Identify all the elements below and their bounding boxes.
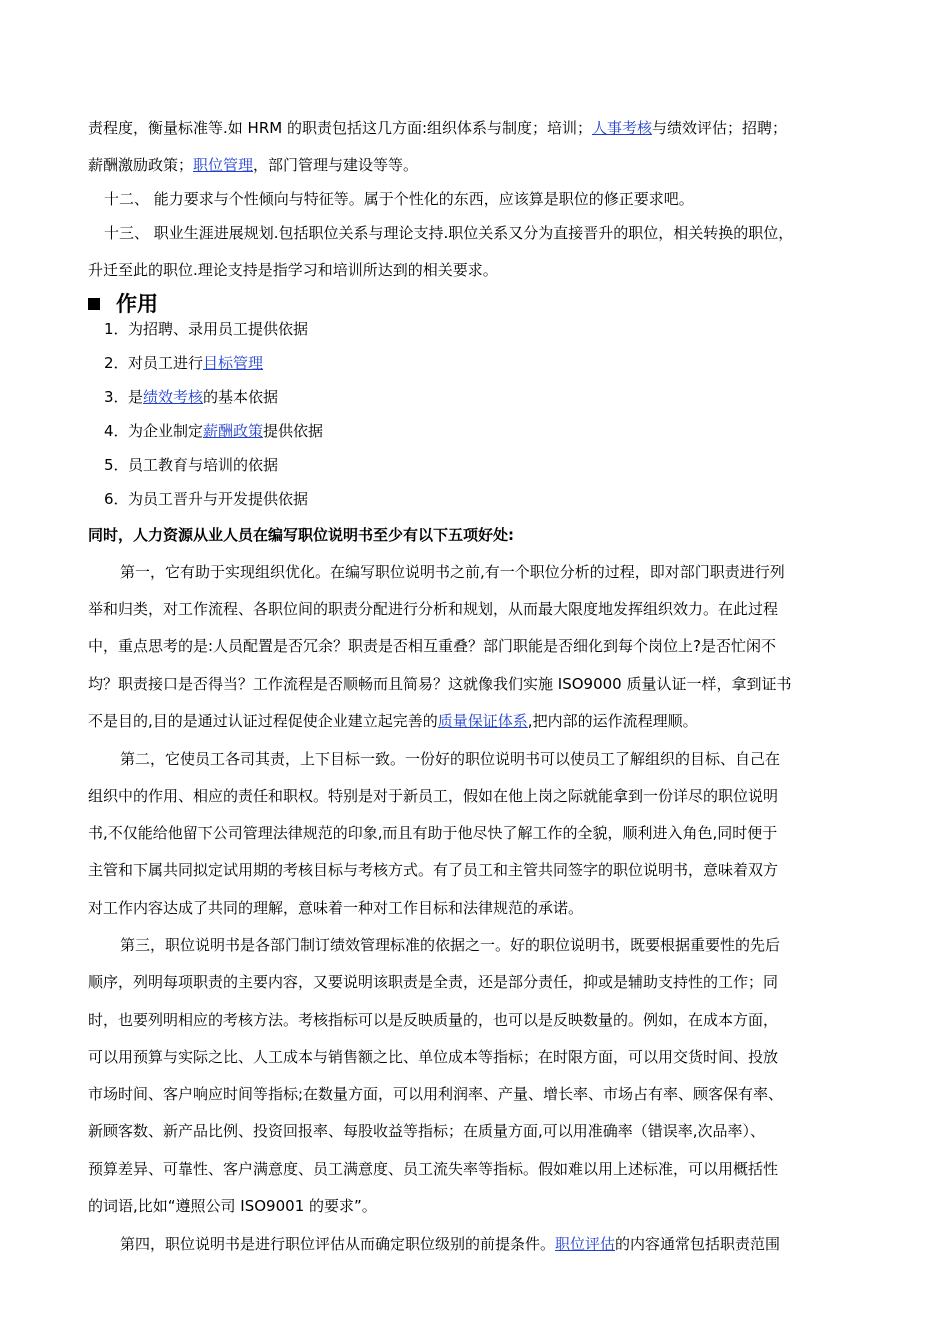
p4-line [120, 1234, 780, 1254]
text-span: 责程度，衡量标准等.如 HRM 的职责包括这几方面:组织体系与制度；培训； [88, 119, 593, 137]
item-twelve: 十二、 能力要求与个性倾向与特征等。属于个性化的东西，应该算是职位的修正要求吧。 [104, 190, 694, 208]
p3-line: 的词语,比如“遵照公司 ISO9001 的要求”。 [88, 1197, 377, 1215]
text-span: 与绩效评估；招聘； [652, 119, 788, 137]
list-item [104, 387, 278, 407]
p2-line: 主管和下属共同拟定试用期的考核目标与考核方式。有了员工和主管共同签字的职位说明书，意味着双方 [88, 861, 779, 879]
list-text: 是 [128, 388, 144, 406]
link-goal-management[interactable]: 目标管理 [203, 354, 264, 372]
p1-line [88, 711, 698, 731]
benefits-heading: 同时，人力资源从业人员在编写职位说明书至少有以下五项好处: [88, 526, 515, 544]
list-item [104, 319, 308, 339]
p3-line: 第三，职位说明书是各部门制订绩效管理标准的依据之一。好的职位说明书，既要根据重要性的先后 [120, 936, 781, 954]
text-span: 第四，职位说明书是进行职位评估从而确定职位级别的前提条件。 [120, 1235, 556, 1253]
text-span: 不是目的,目的是通过认证过程促使企业建立起完善的 [88, 712, 438, 730]
list-item [104, 455, 278, 475]
p2-line: 组织中的作用、相应的责任和职权。特别是对于新员工，假如在他上岗之际就能拿到一份详尽的职位说明 [88, 787, 779, 805]
p3-line: 预算差异、可靠性、客户满意度、员工满意度、员工流失率等指标。假如难以用上述标准，可以用概括性 [88, 1160, 779, 1178]
item-thirteen-line-2: 升迁至此的职位.理论支持是指学习和培训所达到的相关要求。 [88, 261, 498, 279]
list-number: 3． [104, 388, 129, 406]
text-span: ,把内部的运作流程理顺。 [527, 712, 698, 730]
p3-line: 新顾客数、新产品比例、投资回报率、每股收益等指标；在质量方面,可以用准确率（错误率,次品率）、 [88, 1122, 766, 1140]
link-quality-assurance-system[interactable]: 质量保证体系 [437, 712, 528, 730]
list-item [104, 353, 263, 373]
list-number: 6． [104, 490, 129, 508]
p2-line: 对工作内容达成了共同的理解，意味着一种对工作目标和法律规范的承诺。 [88, 899, 584, 917]
link-performance-assessment[interactable]: 绩效考核 [143, 388, 204, 406]
list-number: 2． [104, 354, 129, 372]
section-heading [88, 291, 158, 317]
text-span: ，部门管理与建设等等。 [253, 156, 419, 174]
list-number: 4． [104, 422, 129, 440]
list-text: 的基本依据 [203, 388, 279, 406]
p3-line: 可以用预算与实际之比、人工成本与销售额之比、单位成本等指标；在时限方面，可以用交货时间、投放 [88, 1048, 779, 1066]
item-thirteen-line-1: 十三、 职业生涯进展规划.包括职位关系与理论支持.职位关系又分为直接晋升的职位，相关转换的职位， [104, 224, 794, 242]
list-text: 为企业制定 [128, 422, 204, 440]
p2-line: 书,不仅能给他留下公司管理法律规范的印象,而且有助于他尽快了解工作的全貌，顺利进入角色,同时便于 [88, 824, 778, 842]
link-position-evaluation[interactable]: 职位评估 [555, 1235, 616, 1253]
link-compensation-policy[interactable]: 薪酬政策 [203, 422, 264, 440]
p3-line: 顺序，列明每项职责的主要内容，又要说明该职责是全责，还是部分责任，抑或是辅助支持性的工作；同 [88, 973, 779, 991]
p1-line: 第一，它有助于实现组织优化。在编写职位说明书之前,有一个职位分析的过程，即对部门职责进行列 [120, 563, 785, 581]
list-item [104, 489, 308, 509]
list-number: 5． [104, 456, 129, 474]
p1-line: 均？职责接口是否得当？工作流程是否顺畅而且简易？这就像我们实施 ISO9000 质量认证一样，拿到证书 [88, 675, 792, 693]
p2-line: 第二，它使员工各司其责，上下目标一致。一份好的职位说明书可以使员工了解组织的目标、自己在 [120, 750, 781, 768]
list-number: 1． [104, 320, 129, 338]
link-hr-assessment[interactable]: 人事考核 [592, 119, 653, 137]
list-text: 对员工进行 [128, 354, 204, 372]
list-item [104, 421, 323, 441]
list-text: 为员工晋升与开发提供依据 [128, 490, 309, 508]
section-title: 作用 [116, 292, 158, 316]
list-text: 为招聘、录用员工提供依据 [128, 320, 309, 338]
list-text: 员工教育与培训的依据 [128, 456, 279, 474]
resp-line-2 [88, 155, 418, 175]
text-span: 的内容通常包括职责范围 [615, 1235, 781, 1253]
p1-line: 举和归类，对工作流程、各职位间的职责分配进行分析和规划，从而最大限度地发挥组织效力。在此过程 [88, 600, 779, 618]
resp-line-1 [88, 118, 787, 138]
link-position-management[interactable]: 职位管理 [193, 156, 254, 174]
list-text: 提供依据 [263, 422, 324, 440]
p3-line: 时，也要列明相应的考核方法。考核指标可以是反映质量的，也可以是反映数量的。例如，在成本方面， [88, 1011, 779, 1029]
square-bullet-icon [88, 298, 100, 310]
text-span: 薪酬激励政策； [88, 156, 194, 174]
p3-line: 市场时间、客户响应时间等指标;在数量方面，可以用利润率、产量、增长率、市场占有率、顾客保有率、 [88, 1085, 784, 1103]
p1-line: 中，重点思考的是:人员配置是否冗余？职责是否相互重叠？部门职能是否细化到每个岗位上?是否忙闲不 [88, 637, 777, 655]
